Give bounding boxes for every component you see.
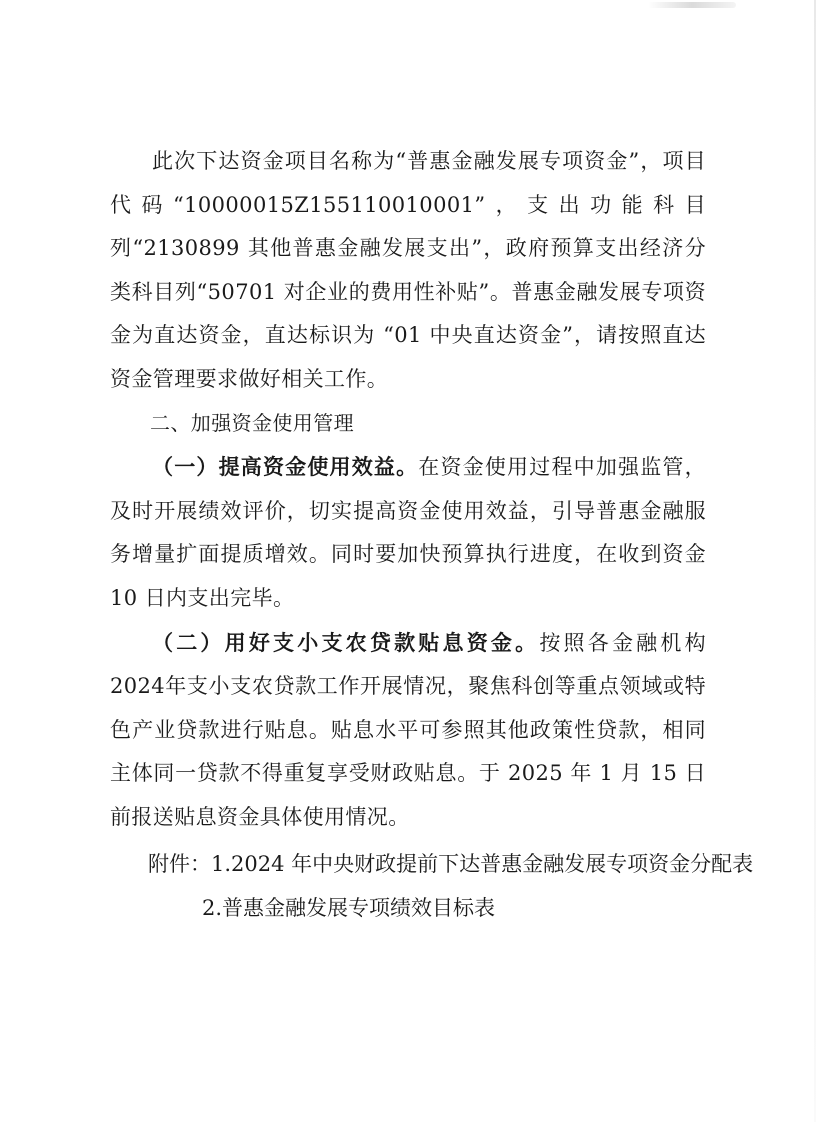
sub-text-loan-subsidy: 按照各金融机构 2024年支小支农贷款工作开展情况，聚焦科创等重点领域或特色产业贷款进行贴息。贴息水平可参照其他政策性贷款，相同主体同一贷款不得重复享受财政贴息。于 2025 年 1 月 15 日前报送贴息资金具体使用情况。 <box>110 630 706 829</box>
paragraph-loan-subsidy <box>110 621 706 840</box>
section-heading-fund-management: 二、加强资金使用管理 <box>150 410 354 435</box>
sub-heading-improve-efficiency: （一）提高资金使用效益。 <box>152 454 419 480</box>
sub-text-improve-efficiency: 在资金使用过程中加强监管，及时开展绩效评价，切实提高资金使用效益，引导普惠金融服务增量扩面提质增效。同时要加快预算执行进度，在收到资金10 日内支出完毕。 <box>110 455 706 610</box>
attachments-block <box>148 842 754 930</box>
attachment-item-2: 2.普惠金融发展专项绩效目标表 <box>202 896 496 920</box>
attachment-item-1: 1.2024 年中央财政提前下达普惠金融发展专项资金分配表 <box>211 852 754 876</box>
paragraph-improve-efficiency <box>110 445 706 620</box>
scan-mark <box>648 2 736 8</box>
paragraph-fund-info: 此次下达资金项目名称为“普惠金融发展专项资金”，项目代码“10000015Z155110010001”，支出功能科目列“2130899 其他普惠金融发展支出”，政府预算支出经济分类科目列“50701 对企业的费用性补贴”。普惠金融发展专项资金为直达资金，直达标识为 “01 中央直达资金”，请按照直达资金管理要求做好相关工作。 <box>110 149 706 391</box>
attachments-label: 附件： <box>148 852 211 876</box>
attachment-row-2 <box>148 886 728 930</box>
attachment-row-1 <box>148 842 754 886</box>
sub-heading-loan-subsidy: （二）用好支小支农贷款贴息资金。 <box>152 629 540 655</box>
document-body <box>110 140 706 840</box>
